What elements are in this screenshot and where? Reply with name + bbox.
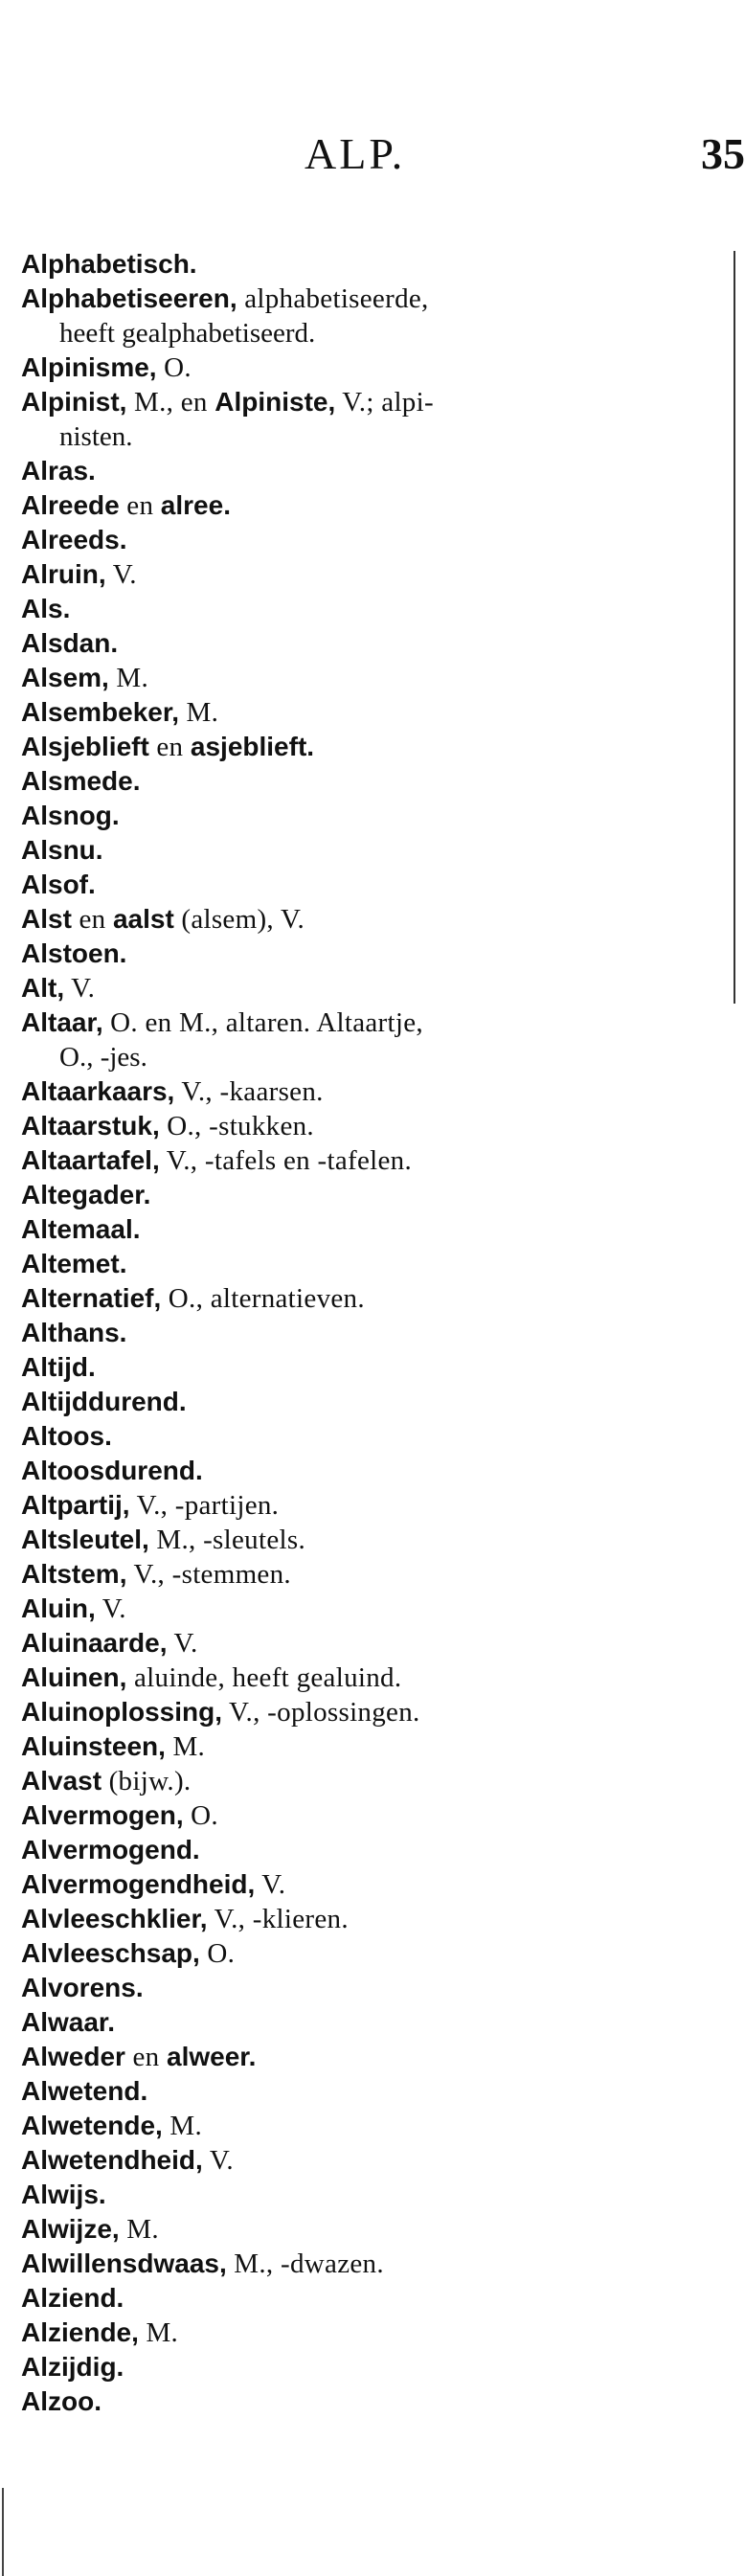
- headword: Alvermogendheid,: [21, 1869, 256, 1899]
- entry-gloss: O. en M., altaren. Altaartje,: [102, 1007, 423, 1038]
- headword: Altaarstuk,: [21, 1111, 160, 1141]
- headword: Als.: [21, 594, 71, 623]
- entry-gloss: M.: [162, 2111, 202, 2141]
- headword: Altemaal.: [21, 1214, 141, 1244]
- headword: Altemet.: [21, 1249, 127, 1278]
- headword: Alwijs.: [21, 2180, 106, 2209]
- dictionary-entry: [21, 1419, 703, 1454]
- entry-gloss: V., -partijen.: [129, 1490, 280, 1521]
- headword: Alzijdig.: [21, 2352, 124, 2382]
- entry-continuation: heeft gealphabetiseerd.: [59, 318, 316, 349]
- entry-gloss: M.: [138, 2317, 179, 2348]
- entry-gloss: V., -kaarsen.: [174, 1076, 324, 1107]
- dictionary-entry: [21, 937, 703, 971]
- entry-gloss: V.: [95, 1593, 126, 1624]
- headword: Alvermogend.: [21, 1835, 200, 1864]
- dictionary-entry: [21, 1764, 703, 1798]
- headword: Altoosdurend.: [21, 1456, 203, 1485]
- dictionary-entry: [21, 1695, 703, 1729]
- dictionary-entry: [21, 764, 703, 799]
- dictionary-entry: [21, 799, 703, 833]
- headword: Alweder: [21, 2042, 125, 2071]
- entry-gloss: alphabetiseerde,: [237, 283, 429, 314]
- headword: Alvleeschsap,: [21, 1938, 200, 1968]
- entry-gloss: aluinde, heeft gealuind.: [126, 1662, 402, 1693]
- headword: Altegader.: [21, 1180, 151, 1209]
- dictionary-entry: [21, 868, 703, 902]
- dictionary-entry: [21, 661, 703, 695]
- entry-gloss: V., -oplossingen.: [222, 1697, 420, 1728]
- entry-gloss: V., -tafels en -tafelen.: [159, 1145, 413, 1176]
- headword: Aluinsteen,: [21, 1731, 166, 1761]
- dictionary-entry: [21, 833, 703, 868]
- headword: Alvast: [21, 1766, 102, 1796]
- entry-gloss: en: [148, 732, 191, 762]
- dictionary-entry: [21, 1178, 703, 1212]
- entry-gloss: O., alternatieven.: [161, 1283, 365, 1314]
- headword: Alreede: [21, 490, 120, 520]
- dictionary-entry: [21, 2005, 703, 2040]
- entry-gloss: M., -dwazen.: [226, 2248, 384, 2279]
- dictionary-entry: [21, 282, 703, 350]
- dictionary-entry: [21, 2109, 703, 2143]
- headword: Alst: [21, 904, 72, 934]
- dictionary-entry: [21, 2247, 703, 2281]
- entry-gloss: V.; alpi-: [335, 387, 434, 418]
- headword: Aluinoplossing,: [21, 1697, 222, 1727]
- headword: Alsem,: [21, 663, 109, 692]
- entry-gloss: en: [124, 2042, 168, 2072]
- headword: Alternatief,: [21, 1283, 162, 1313]
- entry-gloss: V.: [64, 973, 96, 1004]
- page-number: 35: [701, 129, 745, 178]
- headword: Alsembeker,: [21, 697, 179, 727]
- headword: Alsdan.: [21, 628, 119, 658]
- headword: Alphabetisch.: [21, 249, 197, 279]
- dictionary-entry: [21, 1833, 703, 1867]
- headword: Altijddurend.: [21, 1387, 187, 1416]
- dictionary-entry: [21, 247, 703, 282]
- page-header: [0, 128, 745, 186]
- entry-gloss: O.: [183, 1800, 218, 1831]
- dictionary-entry: [21, 1867, 703, 1902]
- dictionary-entry: [21, 2212, 703, 2247]
- dictionary-entry: [21, 1971, 703, 2005]
- entry-gloss: M., -sleutels.: [148, 1525, 305, 1555]
- dictionary-entry: [21, 2040, 703, 2074]
- dictionary-entry: [21, 1661, 703, 1695]
- dictionary-entry: [21, 695, 703, 730]
- dictionary-column: [21, 247, 703, 2419]
- dictionary-entry: [21, 385, 703, 454]
- headword: Alpinist,: [21, 387, 127, 417]
- headword: Alphabetiseeren,: [21, 283, 237, 313]
- headword-variant: alweer.: [167, 2042, 257, 2071]
- entry-gloss: M.: [179, 697, 219, 728]
- headword: Alsnu.: [21, 835, 103, 865]
- entry-gloss: en: [71, 904, 113, 935]
- dictionary-entry: [21, 592, 703, 626]
- dictionary-entry: [21, 1316, 703, 1350]
- entry-gloss: M.: [165, 1731, 206, 1762]
- headword: Alzoo.: [21, 2386, 102, 2416]
- dictionary-entry: [21, 1523, 703, 1557]
- headword: Alziend.: [21, 2283, 124, 2313]
- headword: Altstem,: [21, 1559, 127, 1589]
- dictionary-entry: [21, 1488, 703, 1523]
- dictionary-entry: [21, 971, 703, 1006]
- headword: Alwaar.: [21, 2007, 116, 2037]
- dictionary-entry: [21, 2384, 703, 2419]
- headword-variant: aalst: [112, 904, 174, 934]
- entry-gloss: V., -klieren.: [207, 1904, 349, 1934]
- headword: Alsjeblieft: [21, 732, 149, 761]
- headword: Alsmede.: [21, 766, 141, 796]
- headword: Alsof.: [21, 870, 96, 899]
- entry-gloss: O.: [199, 1938, 236, 1969]
- entry-gloss: M., en: [126, 387, 215, 418]
- headword-variant: alree.: [160, 490, 231, 520]
- headword: Alvleeschklier,: [21, 1904, 208, 1933]
- dictionary-entry: [21, 1281, 703, 1316]
- headword: Altaartafel,: [21, 1145, 160, 1175]
- headword: Alras.: [21, 456, 96, 486]
- headword: Alvermogen,: [21, 1800, 184, 1830]
- headword: Alvorens.: [21, 1973, 144, 2002]
- headword: Althans.: [21, 1318, 127, 1347]
- dictionary-entry: [21, 557, 703, 592]
- headword: Alpinisme,: [21, 352, 157, 382]
- dictionary-entry: [21, 730, 703, 764]
- entry-gloss: (alsem), V.: [173, 904, 305, 935]
- entry-gloss: V.: [105, 559, 137, 590]
- headword: Alwetendheid,: [21, 2145, 203, 2175]
- dictionary-entry: [21, 1247, 703, 1281]
- column-rule: [734, 251, 735, 1004]
- headword: Altpartij,: [21, 1490, 130, 1520]
- headword: Altaar,: [21, 1007, 103, 1037]
- dictionary-entry: [21, 1626, 703, 1661]
- entry-gloss: en: [119, 490, 161, 521]
- dictionary-entry: [21, 350, 703, 385]
- dictionary-entry: [21, 1454, 703, 1488]
- headword: Aluinen,: [21, 1662, 127, 1692]
- dictionary-entry: [21, 2143, 703, 2178]
- entry-gloss: M.: [119, 2214, 159, 2245]
- dictionary-entry: [21, 1350, 703, 1385]
- dictionary-entry: [21, 2316, 703, 2350]
- running-head: ALP.: [305, 129, 406, 178]
- entry-gloss: M.: [108, 663, 149, 693]
- headword: Alwetende,: [21, 2111, 163, 2140]
- headword: Alziende,: [21, 2317, 139, 2347]
- entry-gloss: V.: [167, 1628, 198, 1659]
- dictionary-entry: [21, 2350, 703, 2384]
- dictionary-entry: [21, 1109, 703, 1143]
- headword: Alwijze,: [21, 2214, 120, 2244]
- headword: Alwetend.: [21, 2076, 148, 2106]
- entry-gloss: V., -stemmen.: [126, 1559, 291, 1590]
- dictionary-entry: [21, 1557, 703, 1592]
- headword-variant: asjeblieft.: [190, 732, 315, 761]
- dictionary-entry: [21, 626, 703, 661]
- dictionary-entry: [21, 902, 703, 937]
- dictionary-entry: [21, 1592, 703, 1626]
- headword: Alt,: [21, 973, 65, 1003]
- headword: Aluinaarde,: [21, 1628, 168, 1658]
- entry-gloss: V.: [202, 2145, 234, 2176]
- headword: Altsleutel,: [21, 1525, 149, 1554]
- dictionary-entry: [21, 454, 703, 488]
- entry-gloss: O., -stukken.: [159, 1111, 314, 1141]
- headword: Aluin,: [21, 1593, 96, 1623]
- headword: Altijd.: [21, 1352, 96, 1382]
- dictionary-entry: [21, 523, 703, 557]
- dictionary-entry: [21, 1074, 703, 1109]
- entry-gloss: V.: [255, 1869, 286, 1900]
- dictionary-entry: [21, 1385, 703, 1419]
- headword: Alstoen.: [21, 938, 127, 968]
- dictionary-entry: [21, 1006, 703, 1074]
- headword: Alreeds.: [21, 525, 127, 554]
- headword: Alruin,: [21, 559, 106, 589]
- headword: Alwillensdwaas,: [21, 2248, 227, 2278]
- entry-continuation: nisten.: [59, 421, 133, 452]
- dictionary-entry: [21, 1729, 703, 1764]
- headword: Alsnog.: [21, 801, 120, 830]
- margin-rule: [2, 2488, 4, 2576]
- headword: Altaarkaars,: [21, 1076, 175, 1106]
- dictionary-entry: [21, 488, 703, 523]
- dictionary-entry: [21, 2281, 703, 2316]
- entry-gloss: O.: [156, 352, 192, 383]
- headword: Altoos.: [21, 1421, 112, 1451]
- dictionary-entry: [21, 1212, 703, 1247]
- dictionary-entry: [21, 2178, 703, 2212]
- dictionary-entry: [21, 1798, 703, 1833]
- dictionary-entry: [21, 1936, 703, 1971]
- dictionary-entry: [21, 1902, 703, 1936]
- dictionary-entry: [21, 2074, 703, 2109]
- entry-continuation: O., -jes.: [59, 1042, 147, 1073]
- entry-gloss: (bijw.).: [102, 1766, 192, 1796]
- headword-variant: Alpiniste,: [214, 387, 336, 417]
- dictionary-entry: [21, 1143, 703, 1178]
